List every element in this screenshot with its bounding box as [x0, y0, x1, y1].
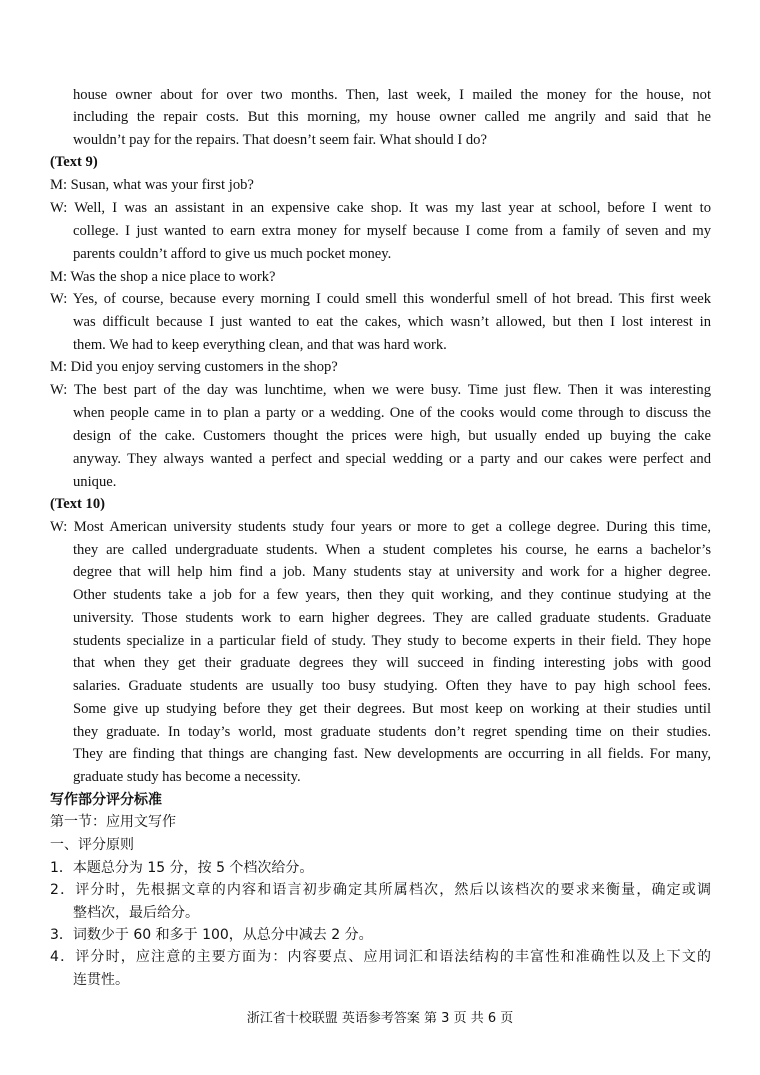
text-line: house owner about for over two months. Then, last week, I mailed the money for the house, not [73, 87, 711, 103]
text-line: college. I just wanted to earn extra money for myself because I come from a family of seven and my [73, 223, 711, 239]
text-line: 第一节：应用文写作 [50, 814, 176, 830]
text-line: including the repair costs. But this morning, my house owner called me angrily and said that he [73, 109, 711, 125]
text-line: 1．本题总分为 15 分，按 5 个档次给分。 [50, 860, 314, 876]
text-line: that when they get their graduate degrees they will succeed in finding interesting jobs with good [73, 655, 711, 671]
text-line: graduate study has become a necessity. [73, 769, 301, 785]
page-footer: 浙江省十校联盟 英语参考答案 第 3 页 共 6 页 [246, 1011, 514, 1026]
text-line: 2．评分时，先根据文章的内容和语言初步确定其所属档次，然后以该档次的要求来衡量，确定或调 [50, 882, 711, 898]
text-line: parents couldn’t afford to give us much pocket money. [73, 246, 392, 262]
text-line: W: Most American university students study four years or more to get a college degree. During this time, [50, 519, 711, 535]
text-line: university. Those students work to earn higher degrees. They are called graduate students. Graduate [73, 610, 711, 626]
text-line: degree that will help him find a job. Many students stay at university and work for a higher degree. [73, 564, 711, 580]
text-line: W: The best part of the day was lunchtime, when we were busy. Time just flew. Then it was interesting [50, 382, 711, 398]
text-line: wouldn’t pay for the repairs. That doesn’t seem fair. What should I do? [73, 132, 487, 148]
text-line: 一、评分原则 [50, 837, 134, 853]
text-line: when people came in to plan a party or a wedding. One of the cooks would come through to discuss the [73, 405, 711, 421]
text-line: salaries. Graduate students are usually too busy studying. Often they have to pay high school fees. [73, 678, 711, 694]
text-line: design of the cake. Customers thought the prices were high, but usually ended up buying the cake [73, 428, 711, 444]
text-line: (Text 9) [50, 154, 98, 170]
text-line: 4．评分时，应注意的主要方面为：内容要点、应用词汇和语法结构的丰富性和准确性以及上下文的 [50, 949, 711, 965]
text-line: Other students take a job for a few years, then they quit working, and they continue studying at the [73, 587, 711, 603]
text-line: students specialize in a particular field of study. They study to become experts in their field. They hope [73, 633, 711, 649]
text-line: they are called undergraduate students. When a student completes his course, he earns a bachelor’s [73, 542, 711, 558]
text-line: them. We had to keep everything clean, and that was hard work. [73, 337, 447, 353]
text-line: M: Was the shop a nice place to work? [50, 269, 276, 285]
text-line: W: Yes, of course, because every morning I could smell this wonderful smell of hot bread. This first week [50, 291, 711, 307]
text-line: (Text 10) [50, 496, 105, 512]
text-line: M: Susan, what was your first job? [50, 177, 254, 193]
text-line: 3．词数少于 60 和多于 100，从总分中减去 2 分。 [50, 927, 373, 943]
text-line: 连贯性。 [73, 972, 129, 988]
text-line: M: Did you enjoy serving customers in the shop? [50, 359, 338, 375]
text-line: anyway. They always wanted a perfect and special wedding or a party and our cakes were perfect and [73, 451, 711, 467]
text-line: 整档次，最后给分。 [73, 905, 199, 921]
text-line: was difficult because I just wanted to eat the cakes, which wasn’t allowed, but then I lost interest in [73, 314, 711, 330]
text-line: they graduate. In today’s world, most graduate students don’t regret spending time on their studies. [73, 724, 711, 740]
text-line: W: Well, I was an assistant in an expensive cake shop. It was my last year at school, before I went to [50, 200, 711, 216]
text-line: 写作部分评分标准 [50, 792, 162, 808]
text-line: unique. [73, 474, 117, 490]
text-line: They are finding that things are changing fast. New developments are occurring in all fields. For many, [73, 746, 711, 762]
text-line: Some give up studying before they get their degrees. But most keep on working at their studies until [73, 701, 711, 717]
